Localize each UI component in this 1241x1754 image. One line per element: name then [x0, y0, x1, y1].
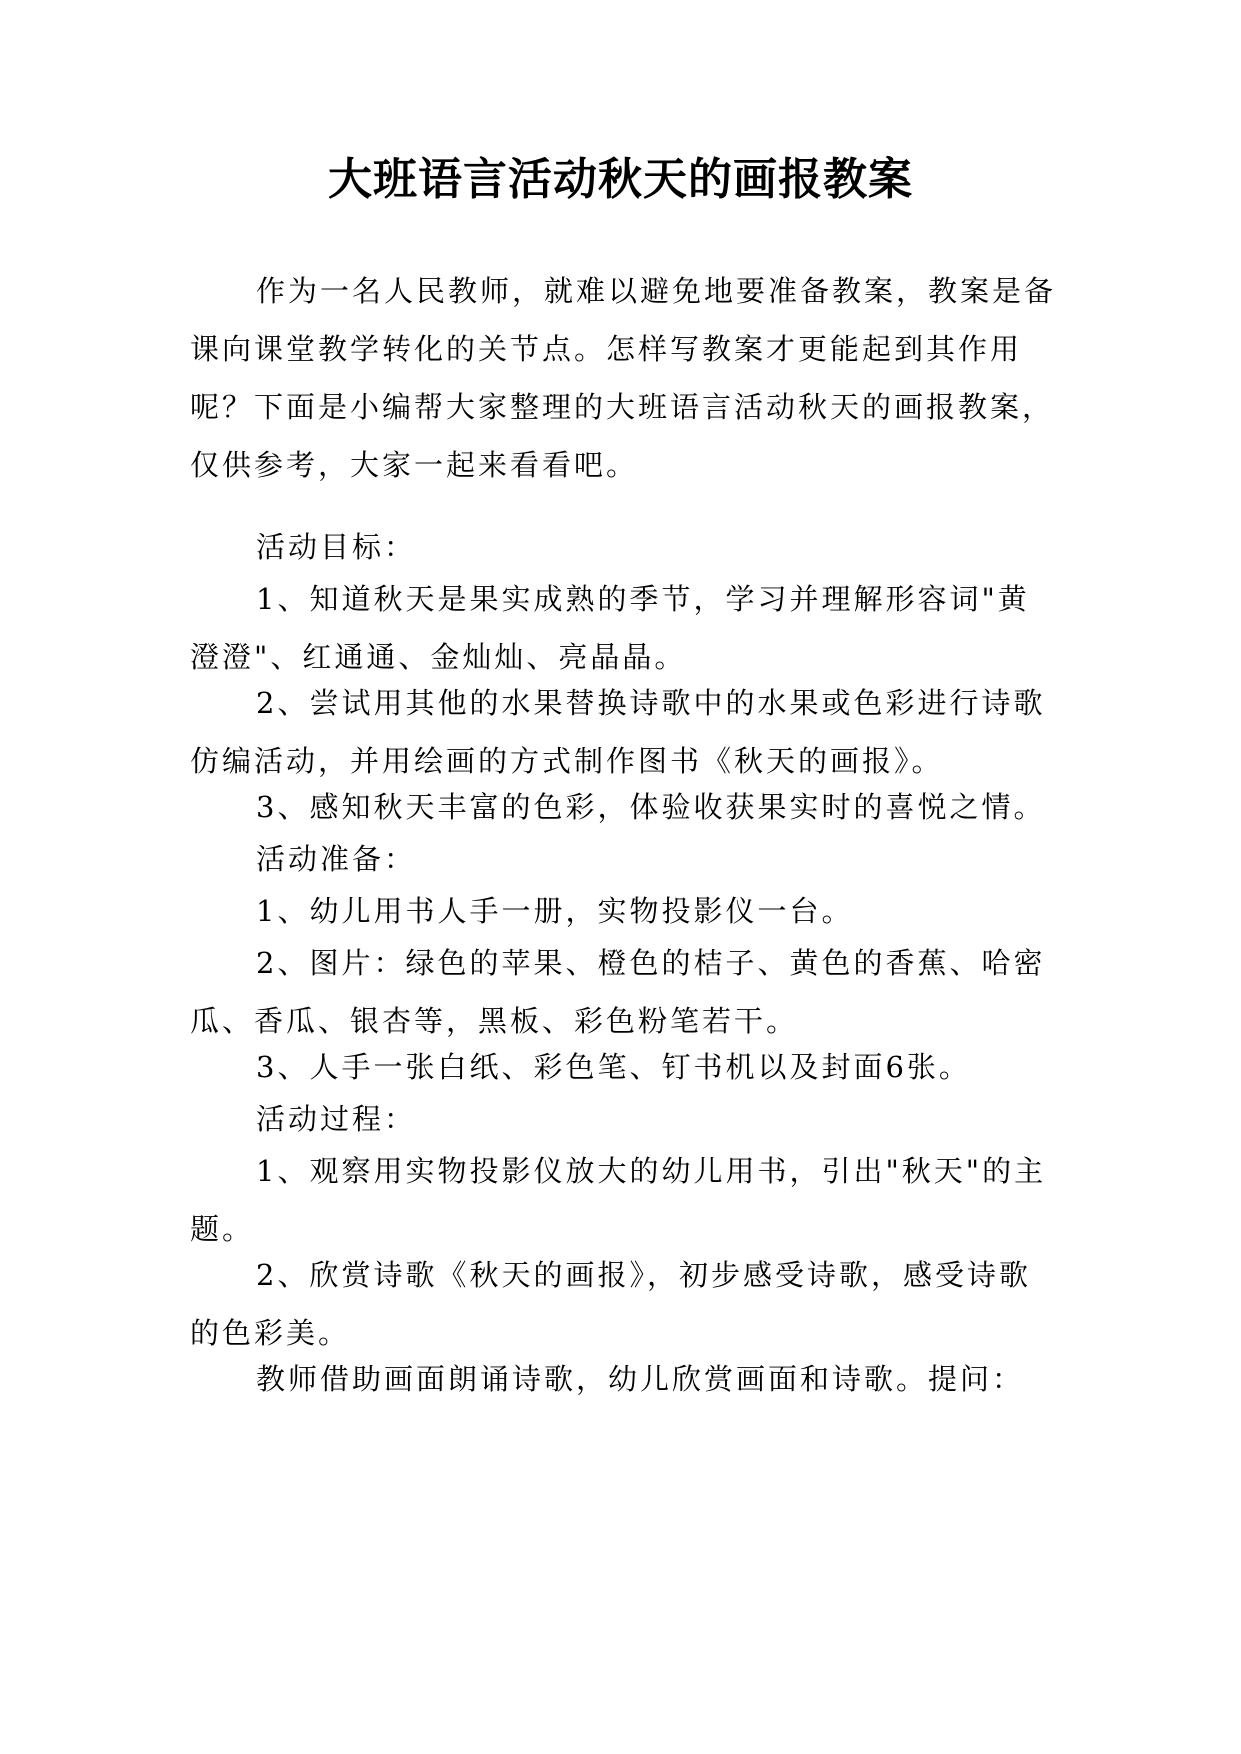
goal-item-1: 1、知道秋天是果实成熟的季节，学习并理解形容词"黄澄澄"、红通通、金灿灿、亮晶晶。 — [190, 582, 1030, 674]
preparation-item-1: 1、幼儿用书人手一册，实物投影仪一台。 — [256, 894, 854, 928]
process-teacher-note: 教师借助画面朗诵诗歌，幼儿欣赏画面和诗歌。提问： — [256, 1362, 1025, 1396]
preparation-item-2: 2、图片：绿色的苹果、橙色的桔子、黄色的香蕉、哈密瓜、香瓜、银杏等，黑板、彩色粉笔若干。 — [190, 946, 1046, 1038]
process-item-1: 1、观察用实物投影仪放大的幼儿用书，引出"秋天"的主题。 — [190, 1154, 1047, 1246]
process-item-2: 2、欣赏诗歌《秋天的画报》，初步感受诗歌，感受诗歌的色彩美。 — [190, 1258, 1031, 1350]
goal-item-3: 3、感知秋天丰富的色彩，体验收获果实时的喜悦之情。 — [256, 790, 1046, 824]
goal-item-2: 2、尝试用其他的水果替换诗歌中的水果或色彩进行诗歌仿编活动，并用绘画的方式制作图书《秋天的画报》。 — [190, 686, 1046, 778]
document-title: 大班语言活动秋天的画报教案 — [328, 154, 913, 205]
section-heading-goals: 活动目标： — [256, 530, 417, 564]
section-heading-process: 活动过程： — [256, 1102, 417, 1136]
preparation-item-3: 3、人手一张白纸、彩色笔、钉书机以及封面6张。 — [256, 1050, 971, 1084]
intro-paragraph: 作为一名人民教师，就难以避免地要准备教案，教案是备课向课堂教学转化的关节点。怎样写教案才更能起到其作用呢？下面是小编帮大家整理的大班语言活动秋天的画报教案，仅供参考，大家一起来看看吧。 — [190, 274, 1057, 482]
section-heading-preparation: 活动准备： — [256, 842, 417, 876]
